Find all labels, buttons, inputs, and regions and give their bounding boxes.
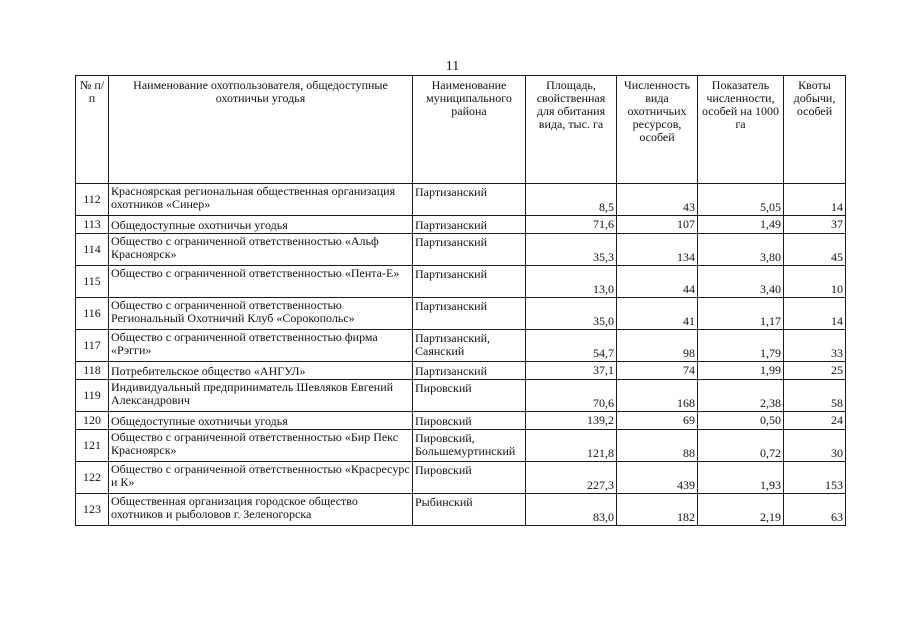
quota-value-text: 10 [831,282,843,296]
hunting-user-name-text: Общество с ограниченной ответственностью «Красресурс и К» [111,462,410,489]
density-value-text: 1,93 [760,478,781,492]
count-value-text: 88 [683,446,695,460]
count-value [617,216,698,234]
district-name-text: Рыбинский [415,495,473,509]
row-number [76,216,109,234]
count-value-text: 439 [677,478,695,492]
count-value [617,494,698,526]
header-quota: Квоты добычи, особей [784,76,846,184]
table-row [76,380,846,412]
hunting-user-name-text: Общество с ограниченной ответственностью Региональный Охотничий Клуб «Сорокопольс» [111,298,355,325]
district-name-text: Партизанский [415,217,487,232]
header-district: Наименование муниципального района [413,76,526,184]
district-name-text: Партизанский, Саянский [415,331,490,358]
density-value [698,494,784,526]
district-name-text: Партизанский [415,363,487,378]
quota-value-text: 33 [831,346,843,360]
hunting-user-name [109,234,413,266]
row-number-text: 117 [83,338,101,352]
hunting-user-name [109,362,413,380]
hunting-user-name-text: Общество с ограниченной ответственностью фирма «Рэгги» [111,330,378,357]
quota-value [784,494,846,526]
district-name [413,216,526,234]
hunting-user-name [109,430,413,462]
area-value-text: 121,8 [587,446,614,460]
hunting-user-name-text: Общедоступные охотничьи угодья [111,217,288,232]
area-value [526,330,617,362]
row-number-text: 112 [83,192,101,206]
table-row [76,184,846,216]
quota-value [784,184,846,216]
quota-value [784,330,846,362]
density-value [698,380,784,412]
hunting-user-name [109,380,413,412]
area-value-text: 35,0 [593,314,614,328]
quota-value-text: 25 [831,363,843,377]
district-name-text: Пировский [415,413,472,428]
row-number [76,412,109,430]
row-number [76,362,109,380]
district-name-text: Партизанский [415,185,487,199]
table-row [76,234,846,266]
count-value [617,266,698,298]
district-name [413,494,526,526]
area-value [526,494,617,526]
density-value-text: 5,05 [760,200,781,214]
area-value [526,184,617,216]
quota-value [784,234,846,266]
hunting-user-name [109,462,413,494]
row-number [76,430,109,462]
quota-value [784,266,846,298]
quota-value-text: 30 [831,446,843,460]
hunting-user-name-text: Общество с ограниченной ответственностью «Альф Красноярск» [111,234,379,261]
area-value [526,298,617,330]
row-number-text: 118 [83,363,101,377]
quota-value-text: 63 [831,510,843,524]
hunting-user-name [109,412,413,430]
density-value [698,184,784,216]
count-value [617,234,698,266]
quota-value [784,298,846,330]
district-name [413,298,526,330]
district-name [413,462,526,494]
quota-value-text: 37 [831,217,843,231]
district-name [413,266,526,298]
density-value-text: 2,38 [760,396,781,410]
quota-value [784,462,846,494]
district-name-text: Партизанский [415,235,487,249]
hunting-user-name-text: Общество с ограниченной ответственностью «Пента-Е» [111,266,400,280]
hunting-user-name-text: Общедоступные охотничьи угодья [111,413,288,428]
quota-value [784,380,846,412]
table-row [76,412,846,430]
count-value [617,362,698,380]
hunting-user-name-text: Общественная организация городское общество охотников и рыболовов г. Зеленогорска [111,494,358,521]
row-number-text: 119 [83,388,101,402]
header-density: Показатель численности, особей на 1000 га [698,76,784,184]
hunting-user-name [109,216,413,234]
count-value [617,298,698,330]
area-value [526,362,617,380]
table-row [76,362,846,380]
district-name [413,362,526,380]
row-number [76,298,109,330]
density-value [698,266,784,298]
hunting-quota-table [75,75,846,526]
count-value [617,430,698,462]
density-value [698,216,784,234]
area-value-text: 13,0 [593,282,614,296]
area-value [526,462,617,494]
area-value-text: 71,6 [593,217,614,231]
table-header-row [76,76,846,184]
density-value-text: 0,50 [760,413,781,427]
area-value [526,412,617,430]
density-value-text: 3,80 [760,250,781,264]
quota-value [784,216,846,234]
density-value [698,234,784,266]
hunting-user-name-text: Красноярская региональная общественная организация охотников «Синер» [111,184,396,211]
hunting-user-name [109,266,413,298]
row-number [76,234,109,266]
header-count: Численность вида охотничьих ресурсов, особей [617,76,698,184]
district-name-text: Пировский [415,381,472,395]
row-number-text: 120 [83,413,101,427]
table-row [76,494,846,526]
page-number: 11 [445,59,460,74]
count-value-text: 182 [677,510,695,524]
density-value-text: 0,72 [760,446,781,460]
hunting-user-name [109,494,413,526]
table-row [76,330,846,362]
quota-value-text: 45 [831,250,843,264]
quota-value-text: 58 [831,396,843,410]
district-name [413,412,526,430]
district-name [413,234,526,266]
quota-value [784,430,846,462]
hunting-user-name [109,184,413,216]
row-number-text: 123 [83,502,101,516]
row-number-text: 113 [83,217,101,231]
area-value-text: 37,1 [593,363,614,377]
density-value-text: 1,99 [760,363,781,377]
row-number [76,330,109,362]
row-number-text: 121 [83,438,101,452]
row-number-text: 115 [83,274,101,288]
row-number [76,184,109,216]
count-value-text: 43 [683,200,695,214]
table-body [76,184,846,526]
area-value [526,266,617,298]
area-value [526,430,617,462]
count-value-text: 98 [683,346,695,360]
count-value-text: 44 [683,282,695,296]
table-row [76,298,846,330]
table-row [76,462,846,494]
density-value-text: 1,79 [760,346,781,360]
row-number [76,494,109,526]
density-value [698,462,784,494]
density-value [698,330,784,362]
area-value [526,216,617,234]
count-value-text: 74 [683,363,695,377]
count-value-text: 69 [683,413,695,427]
area-value-text: 70,6 [593,396,614,410]
count-value [617,330,698,362]
quota-value [784,362,846,380]
row-number-text: 116 [83,306,101,320]
density-value [698,412,784,430]
district-name [413,430,526,462]
count-value [617,380,698,412]
density-value-text: 1,49 [760,217,781,231]
density-value-text: 3,40 [760,282,781,296]
density-value [698,298,784,330]
district-name [413,330,526,362]
district-name-text: Пировский, Большемуртинский [415,431,516,458]
row-number-text: 114 [83,242,101,256]
hunting-user-name-text: Общество с ограниченной ответственностью «Бир Пекс Красноярск» [111,430,399,457]
area-value-text: 35,3 [593,250,614,264]
district-name-text: Партизанский [415,299,487,313]
count-value-text: 41 [683,314,695,328]
quota-value-text: 14 [831,314,843,328]
district-name [413,380,526,412]
row-number [76,266,109,298]
hunting-user-name-text: Потребительское общество «АНГУЛ» [111,363,306,378]
density-value [698,430,784,462]
quota-value-text: 153 [825,478,843,492]
area-value-text: 227,3 [587,478,614,492]
quota-value-text: 14 [831,200,843,214]
area-value-text: 83,0 [593,510,614,524]
hunting-user-name [109,330,413,362]
header-user-name: Наименование охотпользователя, общедоступные охотничьи угодья [109,76,413,184]
row-number [76,462,109,494]
count-value-text: 168 [677,396,695,410]
area-value [526,234,617,266]
density-value-text: 2,19 [760,510,781,524]
density-value-text: 1,17 [760,314,781,328]
row-number-text: 122 [83,470,101,484]
quota-value-text: 24 [831,413,843,427]
district-name-text: Партизанский [415,267,487,281]
table-row [76,266,846,298]
header-number: № п/п [76,76,109,184]
district-name-text: Пировский [415,463,472,477]
area-value-text: 8,5 [599,200,614,214]
area-value [526,380,617,412]
count-value [617,184,698,216]
table-row [76,430,846,462]
header-area: Площадь, свойственная для обитания вида, тыс. га [526,76,617,184]
density-value [698,362,784,380]
quota-value [784,412,846,430]
hunting-user-name [109,298,413,330]
area-value-text: 54,7 [593,346,614,360]
count-value [617,412,698,430]
district-name [413,184,526,216]
row-number [76,380,109,412]
hunting-user-name-text: Индивидуальный предприниматель Шевляков Евгений Александрович [111,380,394,407]
area-value-text: 139,2 [587,413,614,427]
count-value-text: 107 [677,217,695,231]
count-value-text: 134 [677,250,695,264]
table-row [76,216,846,234]
count-value [617,462,698,494]
